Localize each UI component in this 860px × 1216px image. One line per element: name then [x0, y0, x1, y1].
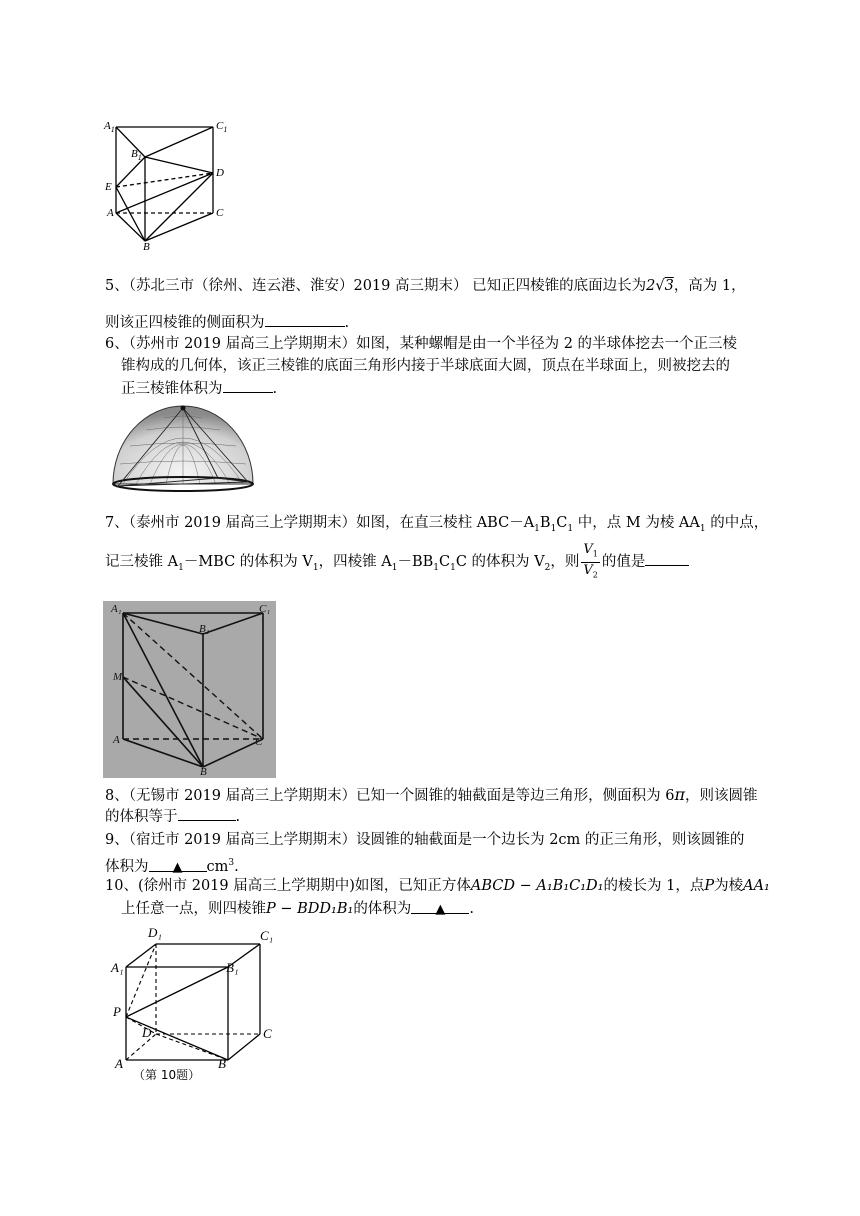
question-5-line-2: 则该正四棱锥的侧面积为 .: [105, 311, 349, 334]
label-c: C: [216, 207, 224, 219]
label-c: C: [263, 1026, 272, 1041]
label-b1: B₁: [226, 960, 239, 975]
label-b1: B₁: [199, 623, 210, 635]
label-d: D: [142, 1025, 152, 1040]
label-c1: $C_1$: [216, 120, 228, 135]
question-5-line-1: 5、（苏北三市（徐州、连云港、淮安）2019 高三期末） 已知正四棱锥的底面边长为2√3，高为 1，: [105, 278, 746, 294]
answer-blank: [178, 805, 236, 821]
question-8-line-2: 的体积等于 .: [105, 805, 240, 828]
question-9-line-1: 9、（宿迁市 2019 届高三上学期期末）设圆锥的轴截面是一个边长为 2cm 的正三角形，则该圆锥的: [105, 832, 745, 848]
question-7-line-1: 7、（泰州市 2019 届高三上学期期末）如图，在直三棱柱 $ABC-A_1B_1C_1$ 中，点 M 为棱 $AA_1$ 的中点，: [105, 515, 769, 534]
label-e: E: [105, 181, 112, 193]
answer-blank: [265, 311, 345, 327]
label-c1: C₁: [259, 603, 271, 615]
prism-figure-q4: [100, 115, 240, 255]
question-10-line-1: 10、(徐州市 2019 届高三上学期期中)如图，已知正方体ABCD − A₁B₁C₁D₁的棱长为 1，点P为棱AA₁: [105, 878, 770, 894]
answer-blank: ▲: [149, 856, 207, 872]
side-length-value: 2√3: [646, 278, 674, 294]
label-a1: A₁: [111, 603, 122, 615]
label-b: B: [218, 1056, 226, 1071]
question-9-line-2: 体积为 ▲ $cm^3$.: [105, 852, 239, 878]
label-b: B: [143, 241, 150, 253]
label-d: D: [216, 167, 224, 179]
question-6-line-2: 锥构成的几何体，该正三棱锥的底面三角形内接于半球底面大圆，顶点在半球面上，则被挖去的: [121, 358, 730, 374]
question-6-line-3: 正三棱锥体积为 .: [121, 377, 277, 400]
label-a: A: [113, 734, 120, 746]
prism-photo-q7: [103, 601, 276, 778]
label-b: B: [200, 766, 207, 778]
label-p: P: [113, 1004, 121, 1019]
label-d1: D₁: [148, 925, 162, 940]
label-m: M: [113, 671, 123, 683]
figure-caption: （第 10题）: [133, 1068, 201, 1082]
volume-ratio-fraction: $\frac{V_1}{V_2}$: [583, 542, 598, 580]
cube-figure-q10: [108, 922, 283, 1082]
label-a: A: [115, 1056, 123, 1071]
answer-blank: ▲: [411, 898, 469, 914]
answer-blank: [645, 550, 689, 566]
hemisphere-figure-q6: [108, 402, 258, 494]
label-c: C: [255, 736, 263, 748]
label-a1: $A_1$: [104, 120, 115, 135]
label-b1: $B_1$: [131, 148, 142, 163]
question-8-line-1: 8、（无锡市 2019 届高三上学期期末）已知一个圆锥的轴截面是等边三角形，侧面积为 6π，则该圆锥: [105, 785, 758, 804]
answer-blank: [223, 377, 273, 393]
label-a: A: [107, 207, 114, 219]
label-a1: A₁: [111, 960, 124, 975]
question-10-line-2: 上任意一点，则四棱锥P − BDD₁B₁的体积为 ▲ .: [121, 898, 474, 920]
question-7-line-2: 记三棱锥 $A_1-MBC$ 的体积为 $V_1$，四棱锥 $A_1-BB_1C_1C$ 的体积为 $V_2$，则 $\frac{V_1}{V_2}$ 的值是: [105, 542, 689, 585]
question-6-line-1: 6、（苏州市 2019 届高三上学期期末）如图，某种螺帽是由一个半径为 2 的半球体挖去一个正三棱: [105, 336, 738, 352]
label-c1: C₁: [260, 928, 274, 943]
